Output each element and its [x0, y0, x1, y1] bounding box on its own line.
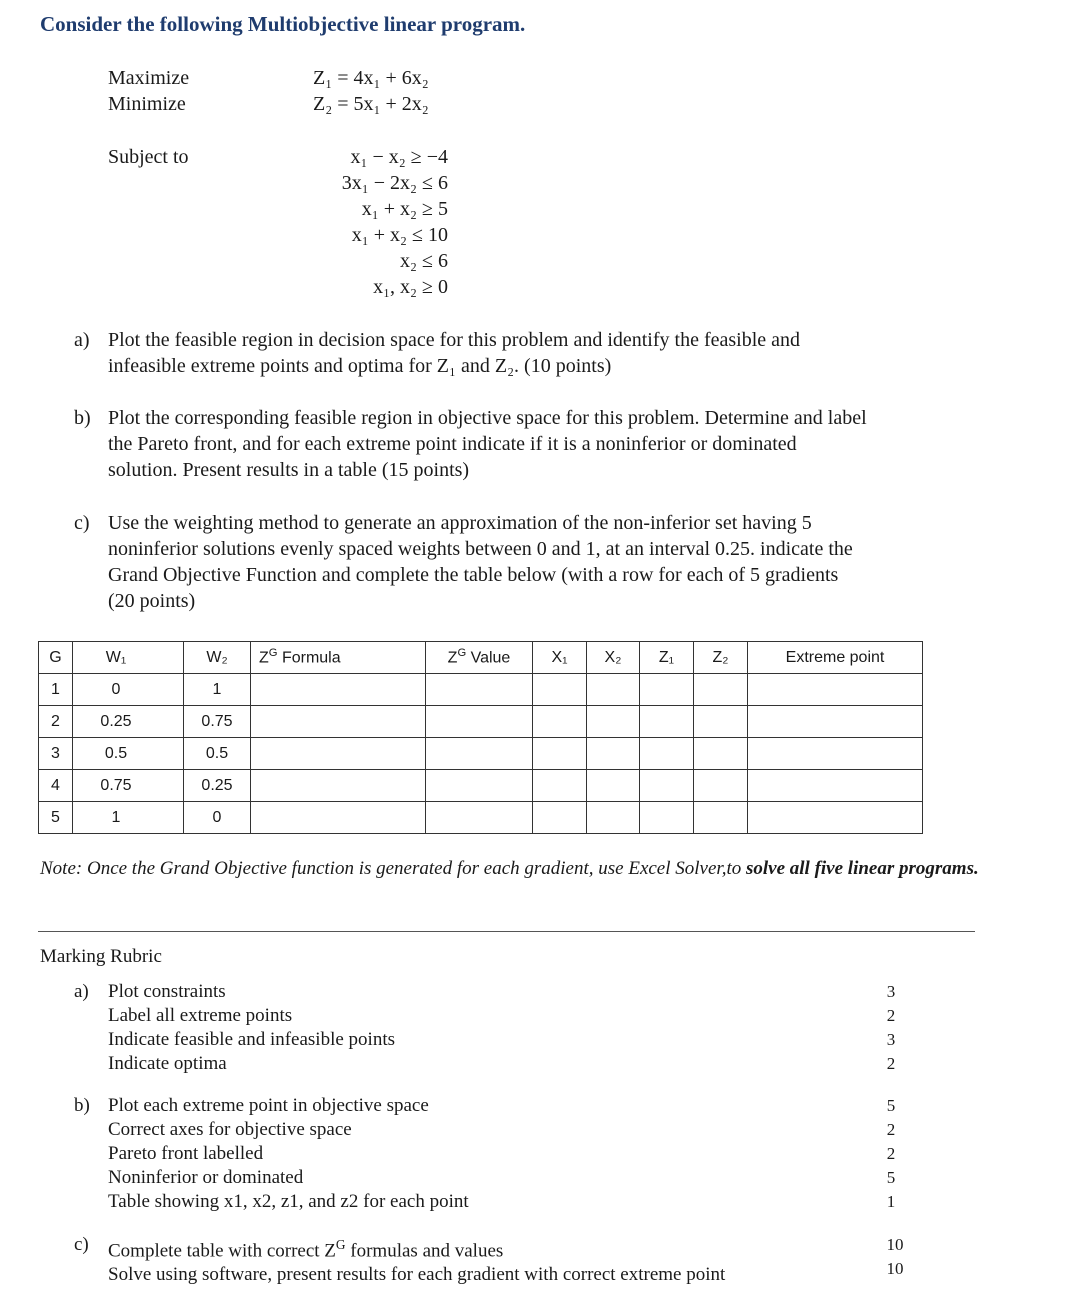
rubric-item: Indicate optima — [108, 1053, 227, 1074]
rubric-a-letter: a) — [74, 981, 89, 1002]
question-c-text — [108, 510, 853, 614]
rubric-points: 3 — [886, 982, 896, 1001]
cell-w1: 0.25 — [73, 706, 184, 738]
cell-zg-value — [426, 738, 533, 770]
rubric-b-items — [108, 1094, 469, 1214]
cell-z1 — [640, 802, 694, 834]
question-line: Plot the feasible region in decision space for this problem and identify the feasible and — [108, 329, 801, 351]
cell-z1 — [640, 674, 694, 706]
question-b-text — [108, 405, 867, 483]
solver-note — [40, 858, 979, 880]
question-line: noninferior solutions evenly spaced weights between 0 and 1, at an interval 0.25. indicate the — [108, 538, 853, 560]
question-line: Plot the corresponding feasible region in objective space for this problem. Determine and label — [108, 407, 867, 429]
question-b-letter: b) — [74, 407, 91, 429]
rubric-points: 5 — [886, 1168, 896, 1187]
constraint: x₁ + x₂ ≥ 5 — [361, 198, 448, 220]
cell-g: 5 — [39, 802, 73, 834]
cell-z2 — [694, 706, 748, 738]
question-line: Grand Objective Function and complete the table below (with a row for each of 5 gradients — [108, 564, 839, 586]
cell-zg-value — [426, 706, 533, 738]
cell-zg-formula — [251, 674, 426, 706]
question-a-text — [108, 327, 800, 379]
cell-extreme-point — [748, 706, 923, 738]
cell-w2: 0.5 — [184, 738, 251, 770]
constraint: x₁ + x₂ ≤ 10 — [351, 224, 448, 246]
note-bold: solve all five linear programs. — [745, 858, 979, 879]
constraint: x₁ − x₂ ≥ −4 — [350, 146, 448, 168]
minimize-label: Minimize — [108, 93, 186, 115]
table-row — [39, 770, 923, 802]
rubric-points: 2 — [886, 1054, 896, 1073]
rubric-item: Indicate feasible and infeasible points — [108, 1029, 396, 1050]
cell-w1: 0.75 — [73, 770, 184, 802]
rubric-a-items — [108, 980, 395, 1076]
rubric-item: Plot constraints — [108, 981, 226, 1002]
cell-zg-value — [426, 674, 533, 706]
rubric-points: 2 — [886, 1144, 896, 1163]
rubric-c-points — [884, 1233, 906, 1281]
table-row — [39, 738, 923, 770]
cell-x1 — [533, 674, 587, 706]
cell-zg-value — [426, 770, 533, 802]
header-w1: W₁ — [73, 642, 184, 674]
cell-extreme-point — [748, 802, 923, 834]
cell-w1: 0.5 — [73, 738, 184, 770]
cell-x1 — [533, 802, 587, 834]
rubric-points: 10 — [886, 1235, 904, 1254]
question-c-letter: c) — [74, 512, 90, 534]
rubric-points: 2 — [886, 1006, 896, 1025]
rubric-item: Noninferior or dominated — [108, 1167, 304, 1188]
rubric-item: Table showing x1, x2, z1, and z2 for each point — [108, 1191, 469, 1212]
table-row — [39, 674, 923, 706]
rubric-points: 10 — [886, 1259, 904, 1278]
cell-x1 — [533, 738, 587, 770]
constraint: 3x₁ − 2x₂ ≤ 6 — [341, 172, 448, 194]
cell-zg-formula — [251, 802, 426, 834]
rubric-c-letter: c) — [74, 1234, 89, 1255]
cell-zg-formula — [251, 706, 426, 738]
rubric-item: Label all extreme points — [108, 1005, 293, 1026]
header-extreme-point: Extreme point — [748, 642, 923, 674]
page-title: Consider the following Multiobjective linear program. — [40, 12, 526, 36]
rubric-c-items — [108, 1233, 725, 1287]
header-zg-value: $Z^G$ Value — [426, 642, 533, 674]
question-line: solution. Present results in a table (15 points) — [108, 459, 470, 481]
rubric-title: Marking Rubric — [40, 946, 162, 967]
question-line: Use the weighting method to generate an approximation of the non-inferior set having 5 — [108, 512, 812, 534]
divider — [38, 931, 975, 932]
objective-z2: Z₂ = 5x₁ + 2x₂ — [313, 93, 429, 115]
constraint: x₁, x₂ ≥ 0 — [373, 276, 448, 298]
header-g: G — [39, 642, 73, 674]
cell-zg-formula — [251, 738, 426, 770]
cell-w1: 1 — [73, 802, 184, 834]
cell-extreme-point — [748, 674, 923, 706]
question-line: the Pareto front, and for each extreme point indicate if it is a noninferior or dominated — [108, 433, 797, 455]
cell-z1 — [640, 706, 694, 738]
question-a-letter: a) — [74, 329, 90, 351]
rubric-points: 3 — [886, 1030, 896, 1049]
cell-zg-formula — [251, 770, 426, 802]
question-line: (20 points) — [108, 590, 196, 612]
rubric-a-points — [880, 980, 902, 1076]
cell-x1 — [533, 706, 587, 738]
header-x2: X₂ — [587, 642, 640, 674]
header-w2: W₂ — [184, 642, 251, 674]
cell-g: 3 — [39, 738, 73, 770]
rubric-item: Complete table with correct $Z^G$ formulas and values — [108, 1237, 504, 1262]
maximize-label: Maximize — [108, 67, 190, 89]
cell-z1 — [640, 738, 694, 770]
rubric-b-letter: b) — [74, 1095, 90, 1116]
cell-w2: 1 — [184, 674, 251, 706]
cell-x2 — [587, 706, 640, 738]
cell-z2 — [694, 770, 748, 802]
rubric-item: Solve using software, present results for each gradient with correct extreme point — [108, 1264, 726, 1286]
header-z1: Z₁ — [640, 642, 694, 674]
cell-extreme-point — [748, 770, 923, 802]
objective-z1: Z₁ = 4x₁ + 6x₂ — [313, 67, 429, 89]
rubric-points: 1 — [886, 1192, 896, 1211]
subject-to-label: Subject to — [108, 146, 189, 168]
cell-z2 — [694, 738, 748, 770]
cell-g: 2 — [39, 706, 73, 738]
table-header-row — [39, 642, 923, 674]
rubric-item: Plot each extreme point in objective space — [108, 1095, 429, 1116]
cell-extreme-point — [748, 738, 923, 770]
cell-x1 — [533, 770, 587, 802]
rubric-points: 2 — [886, 1120, 896, 1139]
header-zg-formula: $Z^G$ Formula — [251, 642, 426, 674]
header-x1: X₁ — [533, 642, 587, 674]
cell-w2: 0.75 — [184, 706, 251, 738]
cell-z2 — [694, 802, 748, 834]
header-z2: Z₂ — [694, 642, 748, 674]
cell-x2 — [587, 738, 640, 770]
table-row — [39, 802, 923, 834]
rubric-points: 5 — [886, 1096, 896, 1115]
rubric-item: Correct axes for objective space — [108, 1119, 352, 1140]
weighting-table — [38, 641, 923, 834]
cell-z1 — [640, 770, 694, 802]
cell-x2 — [587, 674, 640, 706]
question-line: infeasible extreme points and optima for Z₁ and Z₂. (10 points) — [108, 355, 612, 377]
constraint: x₂ ≤ 6 — [400, 250, 448, 272]
table-row — [39, 706, 923, 738]
cell-x2 — [587, 770, 640, 802]
cell-zg-value — [426, 802, 533, 834]
note-text: : Once the Grand Objective function is generated for each gradient, use Excel Solver,to — [75, 858, 746, 879]
cell-w1: 0 — [73, 674, 184, 706]
cell-w2: 0 — [184, 802, 251, 834]
cell-g: 1 — [39, 674, 73, 706]
rubric-item: Pareto front labelled — [108, 1143, 264, 1164]
cell-g: 4 — [39, 770, 73, 802]
note-label: Note — [40, 858, 76, 879]
cell-z2 — [694, 674, 748, 706]
rubric-b-points — [880, 1094, 902, 1214]
cell-x2 — [587, 802, 640, 834]
cell-w2: 0.25 — [184, 770, 251, 802]
